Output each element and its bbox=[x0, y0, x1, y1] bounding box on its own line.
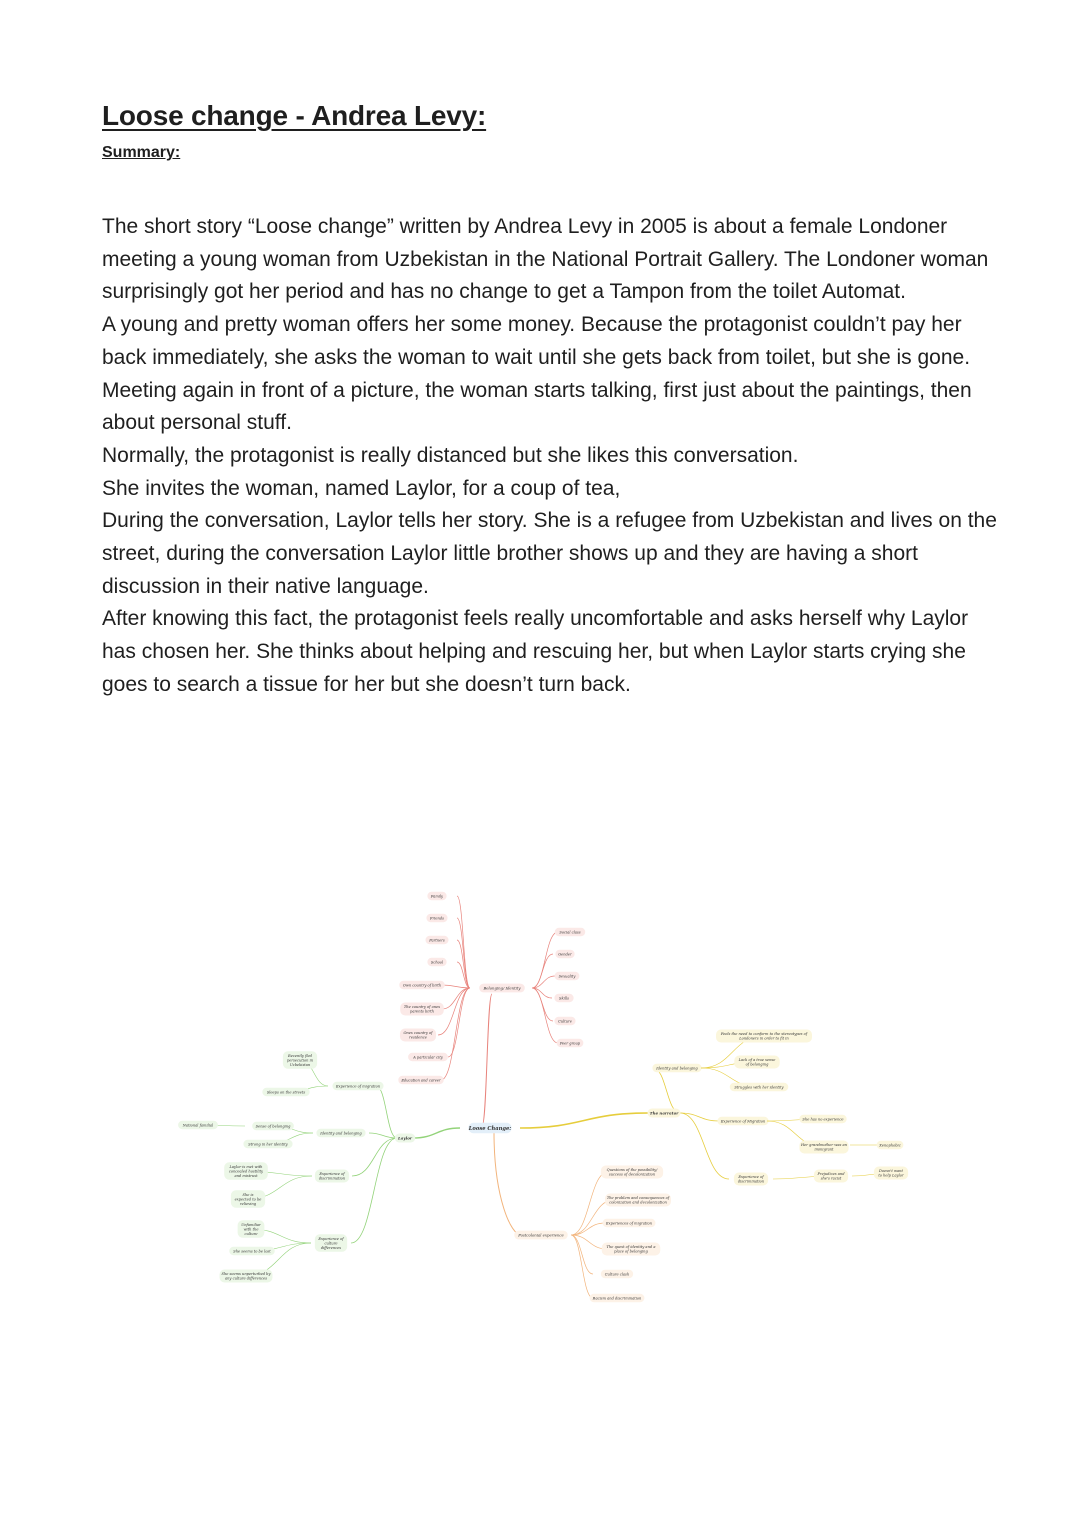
svg-text:to help Laylor: to help Laylor bbox=[878, 1173, 904, 1178]
svg-text:She seems unperturbed by: She seems unperturbed by bbox=[221, 1272, 271, 1277]
svg-text:Sexuality: Sexuality bbox=[558, 974, 576, 979]
summary-paragraph: Normally, the protagonist is really distanced but she likes this conversation. bbox=[102, 443, 799, 467]
mind-map-connector bbox=[482, 994, 492, 1126]
svg-text:Experience of: Experience of bbox=[319, 1172, 345, 1177]
mind-map-connector bbox=[571, 1172, 608, 1235]
laylor-identity-item bbox=[252, 1122, 294, 1131]
mind-map-connector bbox=[457, 918, 470, 988]
mind-map-connector bbox=[520, 1113, 648, 1128]
belonging-item bbox=[555, 972, 580, 981]
svg-text:Identity and belonging: Identity and belonging bbox=[656, 1066, 698, 1071]
svg-text:of belonging: of belonging bbox=[745, 1062, 769, 1067]
mind-map-connector bbox=[571, 1235, 593, 1298]
postcolonial-branch bbox=[514, 1231, 567, 1240]
narrator-discrimination-extra bbox=[874, 1167, 908, 1180]
summary-paragraph: During the conversation, Laylor tells her story. She is a refugee from Uzbekistan and lives on the street, during the conversation Laylor little brother shows up and they are having a short discussion in their native language. bbox=[102, 509, 997, 598]
mind-map bbox=[0, 870, 1080, 1320]
summary-text bbox=[102, 211, 1002, 702]
laylor-culture-item bbox=[220, 1270, 273, 1283]
narrator-discrimination bbox=[734, 1173, 768, 1186]
belonging-item bbox=[399, 981, 444, 990]
summary-paragraph: She invites the woman, named Laylor, for a coup of tea, bbox=[102, 476, 621, 500]
belonging-item bbox=[426, 914, 447, 923]
svg-text:colonization and decolonizatio: colonization and decolonization bbox=[609, 1200, 667, 1205]
svg-text:Laylor: Laylor bbox=[397, 1135, 413, 1141]
mind-map-connector bbox=[653, 1068, 680, 1113]
svg-text:National familial: National familial bbox=[182, 1123, 214, 1128]
svg-text:differences: differences bbox=[320, 1245, 342, 1250]
mind-map-connector bbox=[457, 940, 470, 988]
svg-text:concealed hostility: concealed hostility bbox=[228, 1169, 264, 1174]
svg-text:Doesn't want: Doesn't want bbox=[879, 1169, 903, 1174]
narrator-migration-item bbox=[799, 1141, 848, 1154]
narrator-identity-item bbox=[716, 1030, 812, 1043]
svg-text:Londoners in order to fit in: Londoners in order to fit in bbox=[739, 1036, 789, 1041]
svg-text:Her grandmother was an: Her grandmother was an bbox=[801, 1143, 847, 1148]
svg-text:parents birth: parents birth bbox=[410, 1009, 434, 1014]
svg-text:relieving: relieving bbox=[239, 1201, 257, 1206]
svg-text:Feels the need to conform to t: Feels the need to conform to the stereotypes of bbox=[720, 1032, 808, 1037]
svg-text:she's racist: she's racist bbox=[820, 1176, 842, 1181]
mind-map-connector bbox=[442, 985, 470, 988]
laylor-migration bbox=[332, 1082, 383, 1091]
belonging-item bbox=[427, 892, 446, 901]
svg-text:Experience of Migration: Experience of Migration bbox=[720, 1119, 766, 1124]
svg-text:Culture: Culture bbox=[558, 1019, 572, 1024]
svg-text:place of belonging: place of belonging bbox=[614, 1249, 648, 1254]
svg-text:Ones country of: Ones country of bbox=[403, 1031, 433, 1036]
belonging-item bbox=[398, 1076, 443, 1085]
svg-text:Skills: Skills bbox=[559, 996, 569, 1001]
svg-text:with the: with the bbox=[243, 1227, 259, 1232]
document-title: Loose change - Andrea Levy: bbox=[102, 100, 487, 131]
svg-text:any culture differences: any culture differences bbox=[224, 1276, 268, 1281]
belonging-item bbox=[400, 1003, 444, 1016]
svg-text:and mistrust: and mistrust bbox=[234, 1173, 258, 1178]
svg-text:Unfamiliar: Unfamiliar bbox=[241, 1222, 261, 1227]
svg-text:A particular city: A particular city bbox=[413, 1055, 443, 1060]
svg-text:Strong in her identity: Strong in her identity bbox=[248, 1142, 288, 1147]
svg-text:Culture clash: Culture clash bbox=[604, 1272, 630, 1277]
svg-text:Uzbekistan: Uzbekistan bbox=[289, 1062, 311, 1067]
svg-text:She is: She is bbox=[242, 1192, 254, 1197]
svg-text:Prejudices and: Prejudices and bbox=[817, 1172, 845, 1177]
svg-text:Experience of: Experience of bbox=[738, 1175, 764, 1180]
mind-map-connector bbox=[532, 988, 558, 1043]
postcolonial-item bbox=[601, 1270, 633, 1279]
mind-map-connector bbox=[413, 1128, 460, 1138]
svg-text:The quest of identity and a: The quest of identity and a bbox=[606, 1245, 656, 1250]
svg-text:She has no experience: She has no experience bbox=[802, 1117, 844, 1122]
mind-map-connector bbox=[532, 932, 558, 988]
svg-text:Belonging/ Identity: Belonging/ Identity bbox=[483, 985, 521, 991]
svg-text:Gender: Gender bbox=[558, 952, 572, 957]
svg-text:The problem and consequences o: The problem and consequences of bbox=[606, 1196, 670, 1201]
belonging-item bbox=[555, 950, 574, 959]
svg-text:Friends: Friends bbox=[430, 916, 444, 921]
belonging-item bbox=[554, 1017, 575, 1026]
svg-text:success of decolonization: success of decolonization bbox=[608, 1172, 656, 1177]
svg-text:residence: residence bbox=[409, 1035, 427, 1040]
belonging-item bbox=[427, 958, 446, 967]
belonging-item bbox=[554, 994, 573, 1003]
svg-text:The country of ones: The country of ones bbox=[403, 1005, 441, 1010]
laylor-culture-item bbox=[229, 1247, 274, 1256]
laylor-discrimination bbox=[315, 1170, 349, 1183]
belonging-branch bbox=[479, 984, 525, 993]
narrator-migration bbox=[717, 1117, 768, 1126]
svg-text:Identity and belonging: Identity and belonging bbox=[320, 1131, 362, 1136]
laylor-identity bbox=[316, 1129, 365, 1138]
svg-text:Laylor is met with: Laylor is met with bbox=[229, 1164, 263, 1169]
belonging-item bbox=[408, 1053, 448, 1062]
svg-text:She seems to be lost: She seems to be lost bbox=[233, 1249, 271, 1254]
belonging-item bbox=[555, 928, 585, 937]
narrator-identity bbox=[652, 1064, 701, 1073]
narrator-migration-extra bbox=[877, 1141, 904, 1150]
laylor-discrimination-item bbox=[224, 1162, 268, 1180]
svg-text:Loose Change:: Loose Change: bbox=[468, 1125, 512, 1132]
svg-text:Struggles with her identity: Struggles with her identity bbox=[734, 1085, 784, 1090]
mind-map-connector bbox=[369, 1133, 397, 1138]
svg-text:culture: culture bbox=[244, 1231, 258, 1236]
narrator-migration-item bbox=[799, 1115, 846, 1124]
laylor-culture-item bbox=[238, 1220, 265, 1238]
svg-text:Peer group: Peer group bbox=[559, 1041, 581, 1046]
svg-text:Experiences of migration: Experiences of migration bbox=[606, 1221, 652, 1226]
summary-paragraph: A young and pretty woman offers her some money. Because the protagonist couldn’t pay her back immediately, she asks the woman to wait until she gets back from toilet, but she is gone. bbox=[102, 313, 971, 369]
narrator-identity-item bbox=[730, 1083, 789, 1092]
postcolonial-item bbox=[590, 1294, 645, 1303]
svg-text:Sleeps on the streets: Sleeps on the streets bbox=[266, 1090, 306, 1095]
svg-text:persecution in: persecution in bbox=[286, 1058, 314, 1063]
svg-text:Family: Family bbox=[430, 894, 444, 899]
svg-text:discrimination: discrimination bbox=[737, 1179, 765, 1184]
svg-text:Experience of migration: Experience of migration bbox=[335, 1084, 381, 1089]
mind-map-center bbox=[468, 1123, 512, 1134]
postcolonial-item bbox=[605, 1194, 671, 1207]
belonging-item bbox=[557, 1039, 584, 1048]
svg-text:The narrator: The narrator bbox=[649, 1110, 679, 1116]
svg-text:Recently fled: Recently fled bbox=[288, 1053, 312, 1058]
mind-map-connector bbox=[376, 1086, 397, 1138]
belonging-item bbox=[426, 936, 449, 945]
postcolonial-item bbox=[601, 1166, 663, 1179]
svg-text:culture: culture bbox=[324, 1241, 338, 1246]
narrator-identity-item bbox=[734, 1056, 779, 1069]
svg-text:Social class: Social class bbox=[559, 930, 581, 935]
laylor-culture bbox=[315, 1234, 347, 1252]
svg-text:Experience of: Experience of bbox=[318, 1236, 344, 1241]
svg-text:Sense of belonging: Sense of belonging bbox=[255, 1124, 291, 1129]
laylor-migration-item bbox=[262, 1088, 309, 1097]
svg-text:Racism and discrimination: Racism and discrimination bbox=[592, 1296, 642, 1301]
narrator-discrimination-item bbox=[814, 1170, 848, 1183]
svg-text:School: School bbox=[430, 960, 444, 965]
laylor-migration-item bbox=[283, 1051, 317, 1069]
laylor-branch bbox=[395, 1134, 415, 1143]
svg-text:Own country of birth: Own country of birth bbox=[402, 983, 442, 988]
mind-map-connector bbox=[441, 988, 470, 1080]
mind-map-connector bbox=[352, 1138, 397, 1176]
laylor-identity-item bbox=[243, 1140, 292, 1149]
mind-map-connector bbox=[494, 1132, 521, 1235]
summary-paragraph: The short story “Loose change” written by Andrea Levy in 2005 is about a female Londoner meeting a young woman from Uzbekistan in the National Portrait Gallery. The Londoner woman surprisingly got her period and has no change to get a Tampon from the toilet Automat. bbox=[102, 215, 989, 304]
laylor-national bbox=[178, 1121, 218, 1130]
svg-text:Education and career: Education and career bbox=[401, 1078, 441, 1083]
svg-text:Lack of a true sense: Lack of a true sense bbox=[738, 1058, 776, 1063]
narrator-branch bbox=[648, 1109, 681, 1118]
summary-paragraph: After knowing this fact, the protagonist feels really uncomfortable and asks herself why Laylor has chosen her. She thinks about helping and rescuing her, but when Laylor starts crying she goes to search a tissue for her but she doesn’t turn back. bbox=[102, 607, 969, 696]
laylor-discrimination-item bbox=[231, 1190, 265, 1208]
mind-map-connector bbox=[351, 1138, 397, 1243]
belonging-item bbox=[400, 1029, 436, 1042]
svg-text:expected to be: expected to be bbox=[234, 1197, 262, 1202]
svg-text:immigrant: immigrant bbox=[814, 1147, 834, 1152]
postcolonial-item bbox=[602, 1243, 661, 1256]
svg-text:discrimination: discrimination bbox=[318, 1176, 346, 1181]
svg-text:Xenophobic: Xenophobic bbox=[879, 1143, 901, 1148]
svg-text:Postcolonial experience: Postcolonial experience bbox=[518, 1232, 564, 1238]
postcolonial-item bbox=[603, 1219, 656, 1228]
summary-paragraph: Meeting again in front of a picture, the woman starts talking, first just about the paintings, then about personal stuff. bbox=[102, 378, 972, 435]
svg-text:Questions of the possibility/: Questions of the possibility/ bbox=[606, 1168, 658, 1173]
svg-text:Partners: Partners bbox=[429, 938, 445, 943]
summary-heading: Summary: bbox=[102, 144, 181, 161]
